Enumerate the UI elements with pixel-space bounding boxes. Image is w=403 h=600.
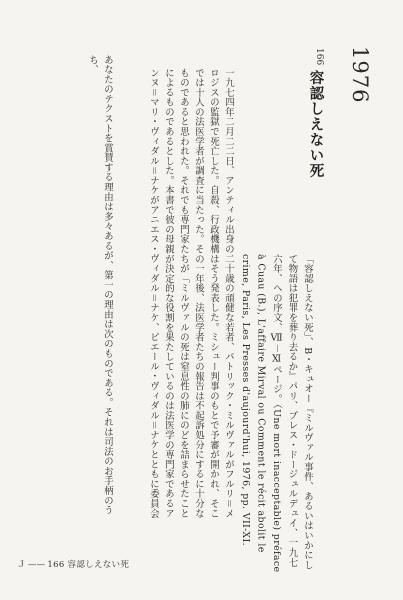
body-paragraph-1: 一九七四年二月二二日、アンティル出身の二十歳の頑健な若者、パトリック・ミルヴァルがフルリ＝メロジスの監獄で死亡した。自殺、行政機構はそう発表した。ミシュー判事のもとで予審が開かれ、そこでは十人の法医学者が調査に当たった。その一年後、法医学者たちの報告は不起訴処分にするに十分なものであると思われた。それでも専門家たちが「ミルヴァルの死は窒息性の肺にのどを詰まらせたことによるものであるとした。本書で彼の母親が決定的な役割を果たしているのは法医学の専門家であるアンヌ＝マリ・ヴィダル＝ナケがアニエス・ヴィダル＝ナケ、ピエール・ヴィダル＝ナケとともに委員会 — [148, 68, 234, 519]
section-title: 容認しえない死 — [307, 70, 325, 179]
running-head: 166 容認しえない死 — [47, 560, 130, 570]
page-footer — [17, 558, 129, 570]
source-note: 「容認しえない死」、B・キュオー『ミルヴァル事件、あるいはいかにして物語は犯罪を葬り去るか』パリ、プレス・ドージュルデュイ、一九七六年、への序文、Ⅶ－Ⅺページ。（Une mort inacceptable) préface à Cuau (B.), L'affaire Mirval ou Comment le récit abolit le crime, Paris, Les Presses d'aujourd'hui, 1976, pp. VII-XI. — [240, 254, 313, 573]
footer-rule: —— — [27, 560, 46, 570]
page-marker: Ｊ — [17, 560, 26, 570]
year-heading: 1976 — [348, 46, 372, 104]
section-number: 166 — [314, 48, 324, 66]
body-paragraph-2: あなたのテクストを賞賛する理由は多々あるが、第一の理由は次のものである。それは司法のお手柄のうち、 — [87, 55, 113, 516]
